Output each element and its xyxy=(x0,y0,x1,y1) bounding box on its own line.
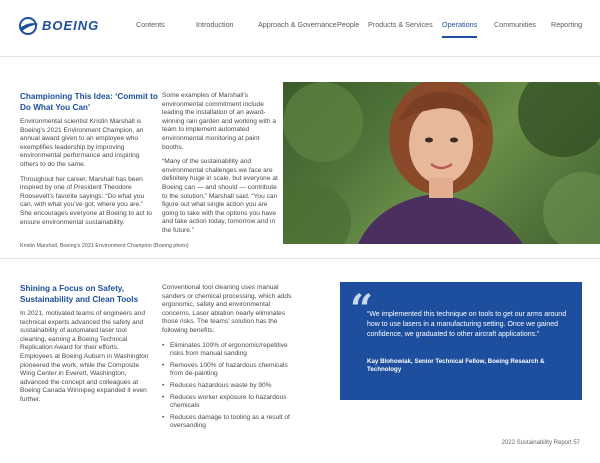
section1-col2-para2: “Many of the sustainability and environmental challenges we face are definitely huge in scale, but everyone at Boeing can — and should — contribute to the solution,” Marshall said. “You can figure out what single action you are going to take with the options you have and take action today, tomorrow and in the future.” xyxy=(162,158,278,234)
nav-introduction[interactable]: Introduction xyxy=(196,20,234,29)
nav-products-services[interactable]: Products & Services xyxy=(368,20,433,29)
section-divider xyxy=(0,258,600,259)
quote-mark-icon: “ xyxy=(350,286,374,333)
quote-author: Kay Blohowiak, Senior Technical Fellow, Boeing Research & Technology xyxy=(367,358,545,373)
nav-communities[interactable]: Communities xyxy=(494,20,536,29)
section2-col1-para: In 2021, motivated teams of engineers and technical experts advanced the safety and sustainability of automated laser tool cleaning, earning a Boeing Technical Replication Award for their efforts. Employees at Boeing Auburn in Washington pioneered the work, while the Composite Wing Center in Everett, Washington, advanced the concept and colleagues at Boeing Canada Winnipeg expanded it even further. xyxy=(20,310,149,403)
logo-wordmark: BOEING xyxy=(42,18,100,33)
section1-col1-para2: Throughout her career, Marshall has been inspired by one of President Theodore Roosevelt’s favorite sayings: “Do what you can, with what you’ve got, where you are.” She encourages everyone at Boeing to act to ensure environmental sustainability. xyxy=(20,175,152,226)
nav-approach-governance[interactable]: Approach & Governance xyxy=(258,20,337,29)
section1-column1 xyxy=(20,118,152,233)
boeing-logo-icon xyxy=(18,15,40,37)
quote-box xyxy=(340,282,582,400)
section2-col2-intro: Conventional tool cleaning uses manual sanders or chemical processing, which adds ergonomic, safety and environmental concerns. Laser ablation nearly eliminates those risks. The teams’ solution has the following benefits: xyxy=(162,284,292,334)
boeing-logo[interactable] xyxy=(18,15,118,37)
section2-column2 xyxy=(162,284,292,434)
section1-column2 xyxy=(162,92,282,242)
page-footer: 2022 Sustainability Report 57 xyxy=(501,440,580,446)
nav-reporting[interactable]: Reporting xyxy=(551,20,583,29)
section2-column1 xyxy=(20,310,152,411)
section1-heading: Championing This Idea: ‘Commit to Do What You Can’ xyxy=(20,92,158,112)
photo-caption: Kristin Marshall, Boeing’s 2021 Environment Champion (Boeing photo) xyxy=(20,243,189,249)
list-item: • Reduces worker exposure to hazardous chemicals xyxy=(162,394,292,411)
list-item: • Reduces damage to tooling as a result of oversanding xyxy=(162,414,292,431)
section2-heading: Shining a Focus on Safety, Sustainability and Clean Tools xyxy=(20,284,139,304)
list-item: • Eliminates 100% of ergonomic/repetitive risks from manual sanding xyxy=(162,342,292,359)
kristin-marshall-photo xyxy=(283,82,600,244)
benefits-list xyxy=(162,342,292,431)
nav-people[interactable]: People xyxy=(337,20,360,29)
portrait-image xyxy=(283,82,600,244)
nav-contents[interactable]: Contents xyxy=(136,20,165,29)
list-item: • Reduces hazardous waste by 90% xyxy=(162,382,292,391)
top-navigation xyxy=(0,0,600,52)
active-tab-indicator xyxy=(442,36,477,38)
section1-col1-para1: Environmental scientist Kristin Marshall is Boeing’s 2021 Environment Champion, an annual award given to an employee who exemplifies leadership by improving environmental performance and inspiring others to do the same. xyxy=(20,118,144,168)
section1-col2-para1: Some examples of Marshall’s environmental commitment include leading the installation of an award-winning rain garden and working with a team to implement automated environmental monitoring at paint booths. xyxy=(162,92,276,151)
top-divider xyxy=(0,56,600,57)
nav-operations[interactable]: Operations xyxy=(442,20,478,29)
list-item: • Removes 100% of hazardous chemicals from de-painting xyxy=(162,362,292,379)
quote-text: “We implemented this technique on tools to get our arms around how to use lasers in a manufacturing setting. Once we gained confidence, we graduated to other aircraft applications.” xyxy=(367,311,567,338)
